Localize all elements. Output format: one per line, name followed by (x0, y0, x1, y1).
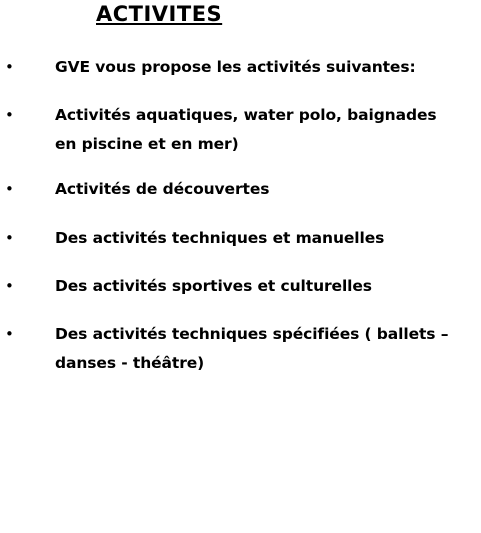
bullet-icon: • (5, 58, 14, 76)
list-item-text: Des activités sportives et culturelles (55, 277, 372, 295)
bullet-icon: • (5, 106, 14, 124)
bullet-icon: • (5, 277, 14, 295)
bullet-icon: • (5, 325, 14, 343)
list-item-text: Des activités techniques et manuelles (55, 229, 385, 247)
list-item-text: Activités de découvertes (55, 180, 270, 198)
list-item-text: Activités aquatiques, water polo, baignades en piscine et en mer) (55, 106, 437, 153)
bullet-icon: • (5, 229, 14, 247)
list-item-text: Des activités techniques spécifiées ( ballets – danses - théâtre) (55, 325, 449, 372)
list-item-text: GVE vous propose les activités suivantes: (55, 58, 416, 76)
page-title: ACTIVITES (96, 2, 223, 26)
bullet-icon: • (5, 180, 14, 198)
